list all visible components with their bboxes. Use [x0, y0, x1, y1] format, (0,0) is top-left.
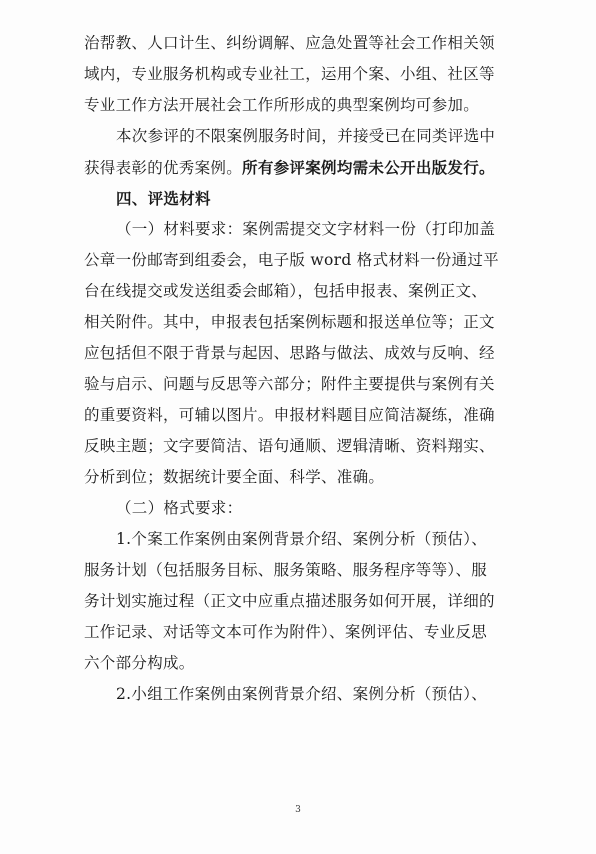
line-text: 2.小组工作案例由案例背景介绍、案例分析（预估）、 [116, 685, 488, 703]
line-text: 治帮教、人口计生、纠纷调解、应急处置等社会工作相关领 [84, 34, 495, 52]
line-text: 相关附件。其中，申报表包括案例标题和报送单位等；正文 [84, 313, 495, 331]
text-line-15 [84, 462, 554, 493]
line-text: 台在线提交或发送组委会邮箱），包括申报表、案例正文、 [84, 282, 488, 300]
line-text: （一）材料要求：案例需提交文字材料一份（打印加盖 [116, 220, 496, 238]
text-line-13 [84, 400, 554, 431]
line-text: 应包括但不限于背景与起因、思路与做法、成效与反响、经 [84, 344, 495, 362]
text-line-3 [84, 90, 554, 121]
text-line-12 [84, 369, 554, 400]
line-text: 验与启示、问题与反思等六部分；附件主要提供与案例有关 [84, 375, 495, 393]
text-line-14 [84, 431, 554, 462]
line-text: 务计划实施过程（正文中应重点描述服务如何开展，详细的 [84, 592, 495, 610]
line-text: 的重要资料，可辅以图片。申报材料题目应简洁凝练，准确 [84, 406, 495, 424]
text-line-20 [84, 617, 554, 648]
text-line-19 [84, 586, 554, 617]
text-line-2 [84, 59, 554, 90]
line-text: 域内，专业服务机构或专业社工，运用个案、小组、社区等 [84, 65, 495, 83]
text-line-18 [84, 555, 554, 586]
heading-text: 四、评选材料 [116, 189, 211, 208]
line-text: 反映主题；文字要简洁、语句通顺、逻辑清晰、资料翔实、 [84, 437, 495, 455]
text-line-1 [84, 28, 554, 59]
text-line-4 [84, 121, 554, 152]
text-line-9 [84, 276, 554, 307]
line-text: （二）格式要求： [116, 499, 243, 517]
text-line-21 [84, 648, 554, 679]
line-text: 六个部分构成。 [84, 654, 195, 672]
section-heading [84, 183, 554, 214]
text-line-17 [84, 524, 554, 555]
text-line-5 [84, 152, 554, 183]
text-line-11 [84, 338, 554, 369]
line-text: 获得表彰的优秀案例。 [84, 159, 243, 177]
page-number: 3 [295, 805, 301, 815]
text-line-10 [84, 307, 554, 338]
line-text: 本次参评的不限案例服务时间，并接受已在同类评选中 [116, 127, 496, 145]
line-text: 工作记录、对话等文本可作为附件）、案例评估、专业反思 [84, 623, 488, 641]
bold-statement: 所有参评案例均需未公开出版发行。 [242, 158, 495, 177]
text-line-7 [84, 214, 554, 245]
text-line-8 [84, 245, 554, 276]
document-body [84, 28, 554, 710]
text-line-22 [84, 679, 554, 710]
text-line-16 [84, 493, 554, 524]
line-text: 专业工作方法开展社会工作所形成的典型案例均可参加。 [84, 96, 480, 114]
line-text: 1.个案工作案例由案例背景介绍、案例分析（预估）、 [116, 530, 488, 548]
line-text: 公章一份邮寄到组委会，电子版 word 格式材料一份通过平 [84, 251, 499, 269]
line-text: 服务计划（包括服务目标、服务策略、服务程序等等）、服 [84, 561, 488, 579]
line-text: 分析到位；数据统计要全面、科学、准确。 [84, 468, 385, 486]
